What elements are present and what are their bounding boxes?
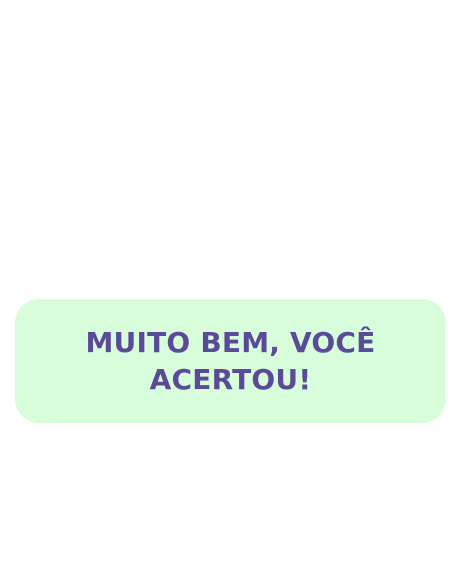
correct-answer-banner (15, 299, 446, 423)
feedback-message: MUITO BEM, VOCÊ ACERTOU! (85, 326, 376, 396)
